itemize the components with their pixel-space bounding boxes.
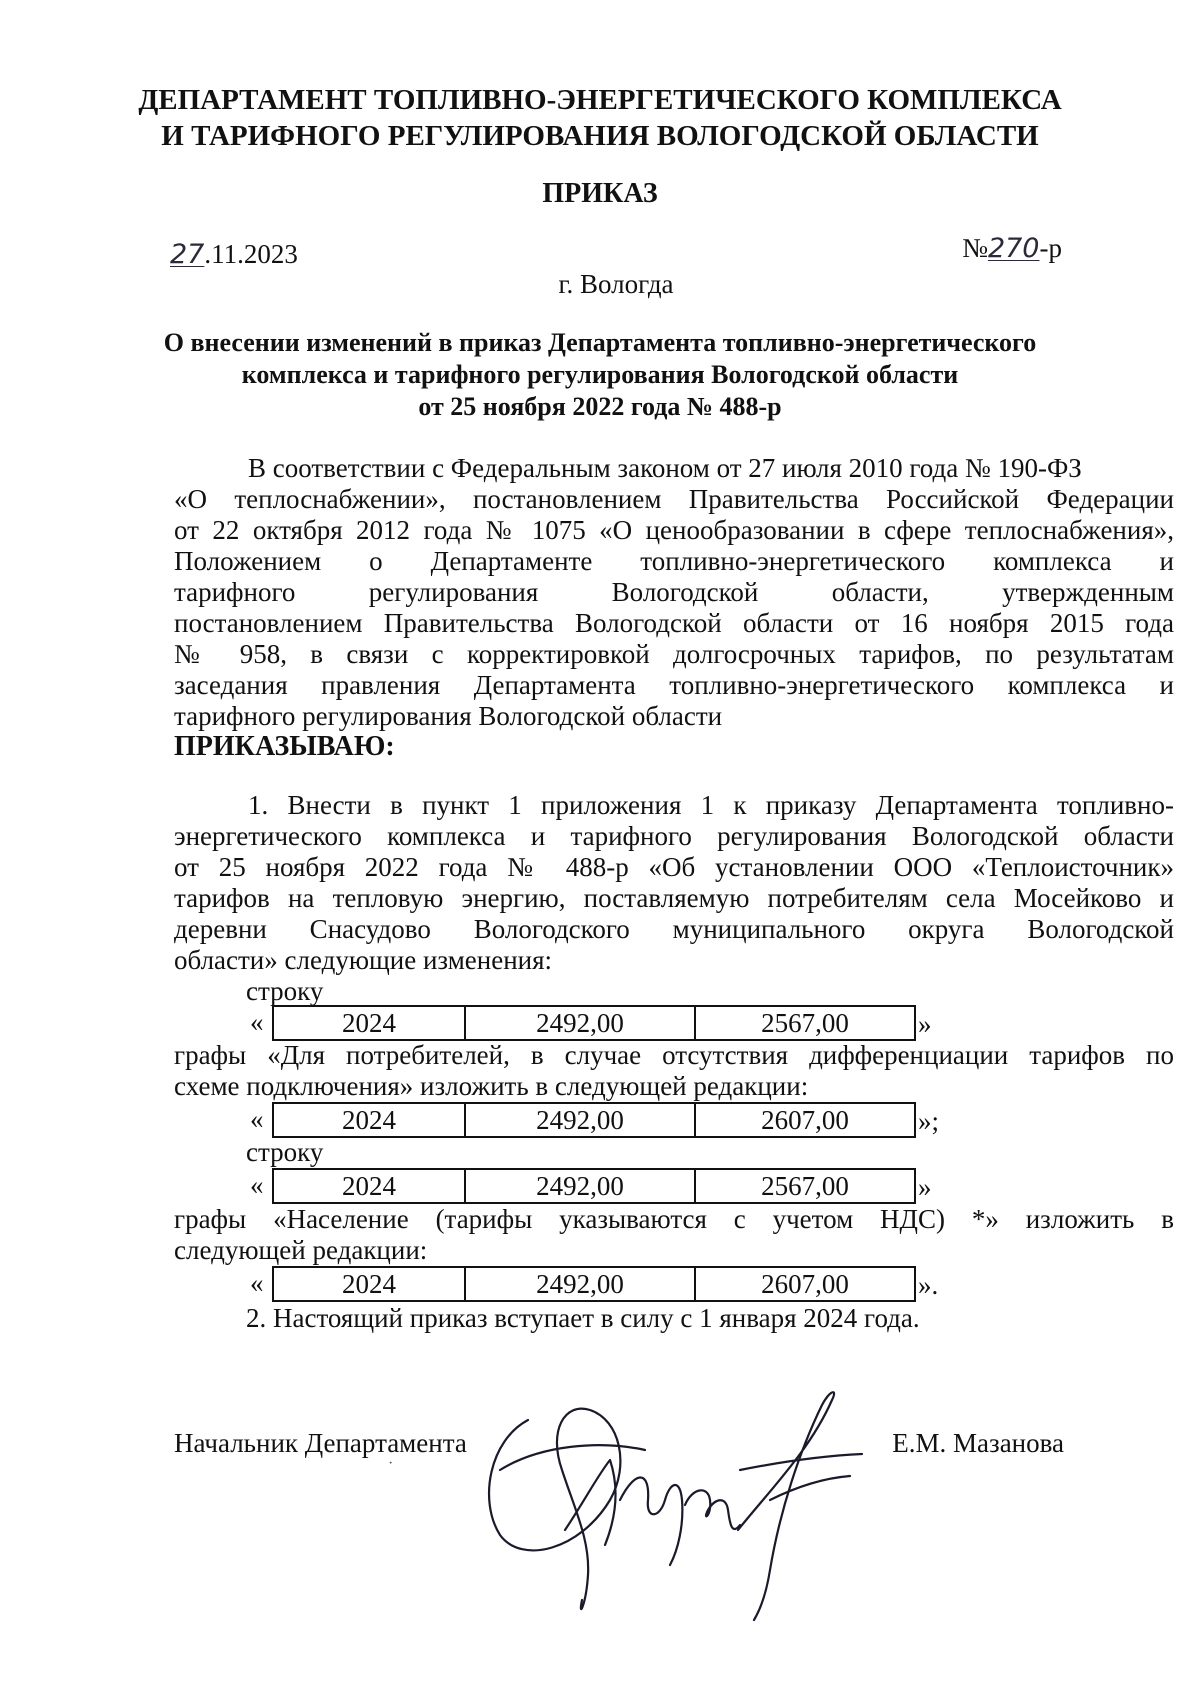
quote-open: «	[250, 1268, 264, 1298]
quote-open: «	[250, 1007, 264, 1037]
preamble-line: В соответствии с Федеральным законом от 27 июля 2010 года № 190-ФЗ	[248, 453, 1082, 483]
number-handwritten: 270	[987, 233, 1040, 264]
preamble-line: от 22 октября 2012 года № 1075 «О ценообразовании в сфере теплоснабжения»,	[174, 515, 1174, 545]
number-suffix: -р	[1039, 233, 1062, 263]
item1-line: области» следующие изменения:	[174, 945, 553, 975]
tariff-row-table	[272, 1168, 916, 1204]
year-cell: 2024	[273, 1169, 465, 1203]
item1-line: 1. Внести в пункт 1 приложения 1 к приказу Департамента топливно-	[248, 790, 1174, 820]
item1-line: от 25 ноября 2022 года № 488-р «Об установлении ООО «Теплоисточник»	[174, 852, 1174, 882]
date-day-handwritten: 27	[170, 239, 205, 270]
quote-close: ».	[918, 1270, 939, 1300]
stroku-label: строку	[246, 976, 324, 1006]
title-line2: комплекса и тарифного регулирования Вологодской области	[241, 360, 959, 389]
quote-close: »;	[918, 1106, 940, 1136]
graph1-line: графы «Для потребителей, в случае отсутствия дифференциации тарифов по	[174, 1040, 1174, 1070]
quote-open: «	[250, 1104, 264, 1134]
preamble-line: «О теплоснабжении», постановлением Правительства Российской Федерации	[174, 484, 1174, 514]
graph2-line: следующей редакции:	[174, 1235, 428, 1265]
handwritten-signature	[470, 1350, 890, 1650]
tariff-row-table	[272, 1266, 916, 1302]
table-row	[273, 1169, 915, 1203]
year-cell: 2024	[273, 1006, 465, 1040]
tariff-row-table	[272, 1102, 916, 1138]
tariff-cell: 2567,00	[695, 1006, 915, 1040]
tariff-cell: 2492,00	[465, 1267, 695, 1301]
date-rest: .11.2023	[204, 239, 298, 269]
preamble-line: № 958, в связи с корректировкой долгосрочных тарифов, по результатам	[174, 639, 1174, 669]
order-word: ПРИКАЗЫВАЮ:	[174, 731, 395, 762]
tariff-cell: 2607,00	[695, 1267, 915, 1301]
signatory-position: Начальник Департамента	[174, 1428, 467, 1458]
preamble-line: тарифного регулирования Вологодской области, утвержденным	[174, 577, 1174, 607]
year-cell: 2024	[273, 1103, 465, 1137]
tariff-cell: 2492,00	[465, 1103, 695, 1137]
tariff-cell: 2492,00	[465, 1169, 695, 1203]
title-line1: О внесении изменений в приказ Департамента топливно-энергетического	[163, 328, 1037, 357]
doc-type: ПРИКАЗ	[542, 178, 658, 209]
preamble-line: Положением о Департаменте топливно-энергетического комплекса и	[174, 546, 1174, 576]
department-header-line2: И ТАРИФНОГО РЕГУЛИРОВАНИЯ ВОЛОГОДСКОЙ ОБЛАСТИ	[161, 120, 1039, 152]
tariff-cell: 2492,00	[465, 1006, 695, 1040]
table-row	[273, 1103, 915, 1137]
preamble-line: тарифного регулирования Вологодской области	[174, 701, 723, 731]
order-number	[962, 233, 1062, 264]
stroku-label: строку	[246, 1137, 324, 1167]
quote-open: «	[250, 1170, 264, 1200]
quote-close: »	[918, 1009, 932, 1039]
item2: 2. Настоящий приказ вступает в силу с 1 января 2024 года.	[246, 1303, 920, 1333]
graph1-line: схеме подключения» изложить в следующей редакции:	[174, 1071, 809, 1101]
item1-line: энергетического комплекса и тарифного регулирования Вологодской области	[174, 821, 1174, 851]
year-cell: 2024	[273, 1267, 465, 1301]
item1-line: тарифов на тепловую энергию, поставляемую потребителям села Мосейково и	[174, 883, 1174, 913]
title-line3: от 25 ноября 2022 года № 488-р	[418, 392, 782, 421]
tariff-row-table	[272, 1005, 916, 1041]
table-row	[273, 1267, 915, 1301]
order-date	[170, 239, 298, 270]
tariff-cell: 2607,00	[695, 1103, 915, 1137]
preamble-line: постановлением Правительства Вологодской области от 16 ноября 2015 года	[174, 608, 1174, 638]
signatory-name: Е.М. Мазанова	[892, 1428, 1064, 1458]
number-prefix: №	[962, 233, 988, 263]
scan-mark: ·	[388, 1455, 394, 1472]
preamble-line: заседания правления Департамента топливно-энергетического комплекса и	[174, 670, 1174, 700]
item1-line: деревни Снасудово Вологодского муниципального округа Вологодской	[174, 914, 1174, 944]
tariff-cell: 2567,00	[695, 1169, 915, 1203]
city: г. Вологда	[558, 269, 674, 299]
table-row	[273, 1006, 915, 1040]
department-header-line1: ДЕПАРТАМЕНТ ТОПЛИВНО-ЭНЕРГЕТИЧЕСКОГО КОМПЛЕКСА	[138, 84, 1062, 116]
graph2-line: графы «Население (тарифы указываются с учетом НДС) *» изложить в	[174, 1204, 1174, 1234]
quote-close: »	[918, 1172, 932, 1202]
